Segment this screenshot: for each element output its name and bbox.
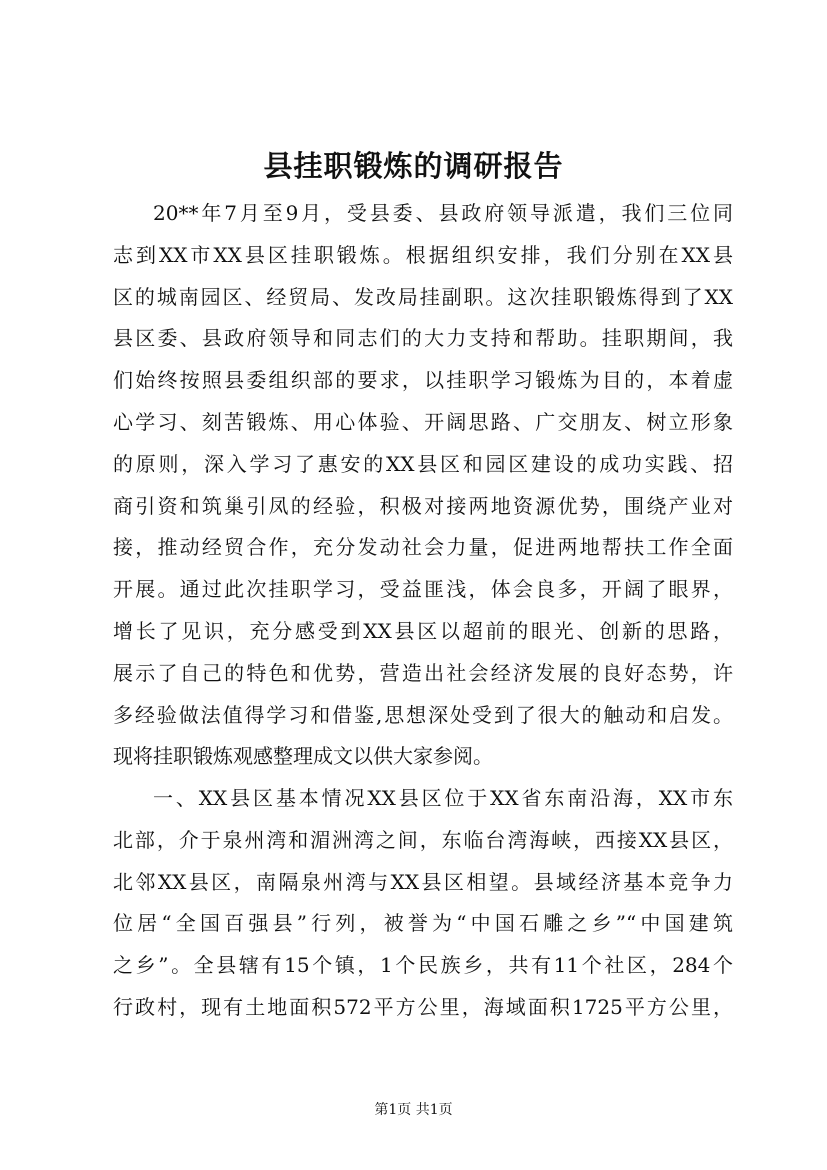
text-line: 现将挂职锻炼观感整理成文以供大家参阅。 bbox=[113, 744, 493, 769]
text-line: 一、XX县区基本情况XX县区位于XX省东南沿海，XX市东 bbox=[153, 786, 733, 810]
paragraph-intro bbox=[113, 193, 733, 778]
text-line: 多经验做法值得学习和借鉴,思想深处受到了很大的触动和启发。 bbox=[113, 702, 733, 727]
text-line: 商引资和筑巢引凤的经验，积极对接两地资源优势，围绕产业对 bbox=[113, 493, 733, 518]
document-title: 县挂职锻炼的调研报告 bbox=[263, 149, 564, 183]
text-line: 的原则，深入学习了惠安的XX县区和园区建设的成功实践、招 bbox=[113, 451, 733, 476]
text-line: 县区委、县政府领导和同志们的大力支持和帮助。挂职期间，我 bbox=[113, 326, 733, 351]
page-footer: 第1页 共1页 bbox=[374, 1102, 453, 1118]
text-line: 们始终按照县委组织部的要求，以挂职学习锻炼为目的，本着虚 bbox=[113, 368, 733, 393]
text-line: 之乡”。全县辖有15个镇，1个民族乡，共有11个社区，284个 bbox=[113, 953, 733, 978]
text-line: 区的城南园区、经贸局、发改局挂副职。这次挂职锻炼得到了XX bbox=[113, 284, 733, 309]
text-line: 行政村，现有土地面积572平方公里，海域面积1725平方公里， bbox=[113, 994, 733, 1019]
paragraph-basic-info bbox=[113, 778, 733, 1029]
text-line: 北邻XX县区，南隔泉州湾与XX县区相望。县域经济基本竞争力 bbox=[113, 869, 733, 894]
text-line: 增长了见识，充分感受到XX县区以超前的眼光、创新的思路， bbox=[113, 618, 733, 643]
text-line: 开展。通过此次挂职学习，受益匪浅，体会良多，开阔了眼界， bbox=[113, 577, 733, 602]
text-line: 志到XX市XX县区挂职锻炼。根据组织安排，我们分别在XX县 bbox=[113, 242, 733, 267]
text-line: 北部，介于泉州湾和湄洲湾之间，东临台湾海峡，西接XX县区， bbox=[113, 827, 733, 852]
text-line: 心学习、刻苦锻炼、用心体验、开阔思路、广交朋友、树立形象 bbox=[113, 409, 733, 434]
text-line: 位居“全国百强县”行列，被誉为“中国石雕之乡”“中国建筑 bbox=[113, 911, 733, 936]
text-line: 接，推动经贸合作，充分发动社会力量，促进两地帮扶工作全面 bbox=[113, 535, 733, 560]
text-line: 20**年7月至9月，受县委、县政府领导派遣，我们三位同 bbox=[153, 201, 733, 225]
text-line: 展示了自己的特色和优势，营造出社会经济发展的良好态势，许 bbox=[113, 660, 733, 685]
